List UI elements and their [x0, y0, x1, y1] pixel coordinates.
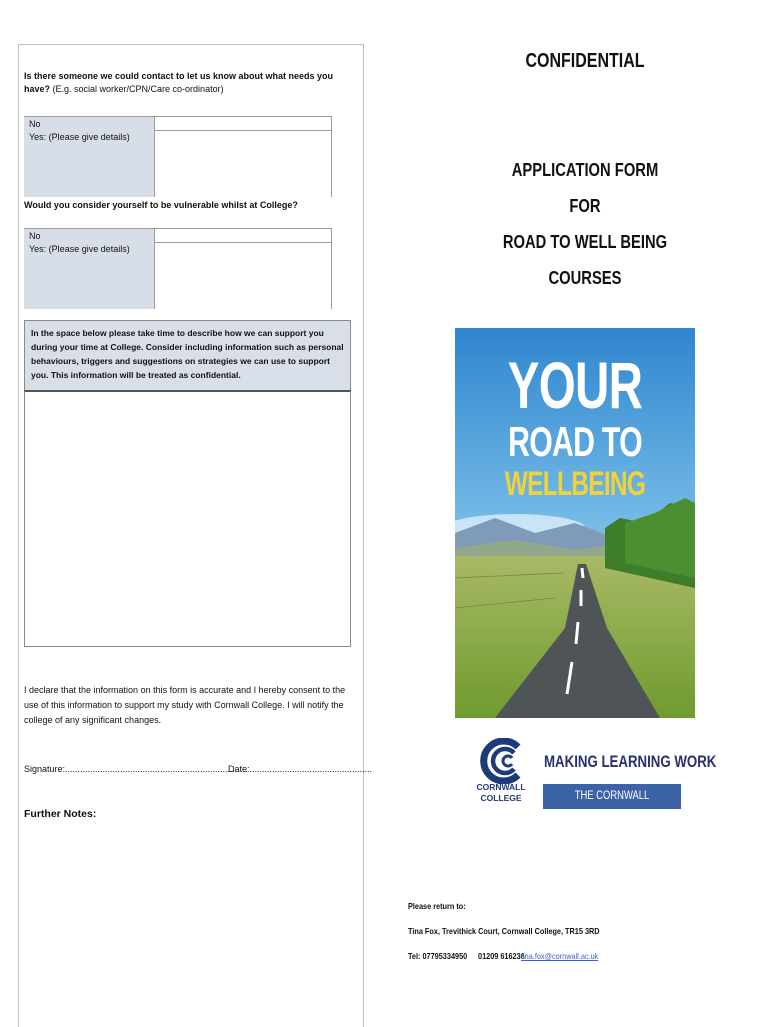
- declaration-text: I declare that the information on this form is accurate and I hereby consent to the use of this information to support my study with Cornwall College. I will notify the college of any significant changes.: [24, 685, 346, 725]
- divider: [331, 117, 332, 197]
- return-heading: Please return to:: [408, 901, 466, 911]
- poster-line-wellbeing: WELLBEING: [504, 465, 646, 503]
- poster-line-your: YOUR: [507, 348, 643, 422]
- return-email-link[interactable]: [521, 951, 598, 961]
- support-details-textarea[interactable]: [24, 390, 351, 647]
- divider: [331, 229, 332, 309]
- question-vulnerable: Would you consider yourself to be vulnerable whilst at College?: [24, 200, 298, 210]
- vulnerable-options-label-cell: [24, 229, 154, 309]
- confidential-heading: CONFIDENTIAL: [525, 50, 645, 72]
- cornwall-college-logo-text: [470, 782, 532, 804]
- title-line-1: APPLICATION FORM: [511, 160, 659, 180]
- support-instructions-text: In the space below please take time to describe how we can support you during your time at College. Consider including information such as personal behaviours, triggers and suggestions on strategies we can use to support you. This information will be treated as confidential.: [31, 328, 344, 380]
- title-line-4: COURSES: [548, 268, 622, 288]
- signature-field[interactable]: Signature:.........................................................................: [24, 764, 248, 774]
- return-phone-alt: 01209 616236: [478, 951, 525, 961]
- college-group-banner: [543, 784, 681, 827]
- cornwall-college-logo-icon: [478, 738, 524, 784]
- option-yes[interactable]: Yes: (Please give details): [29, 132, 130, 142]
- return-address: Tina Fox, Trevithick Court, Cornwall College, TR15 3RD: [408, 926, 600, 936]
- support-instructions-box: [24, 320, 351, 392]
- road-to-wellbeing-poster: [455, 328, 695, 718]
- logo-name-line1: CORNWALL: [476, 782, 526, 792]
- divider: [154, 117, 155, 197]
- contact-options-box: [24, 116, 332, 197]
- further-notes-heading: Further Notes:: [24, 808, 97, 820]
- college-group-text: THE CORNWALL COLLEGE GROUP: [571, 790, 653, 827]
- divider: [154, 130, 332, 131]
- vulnerable-options-box: [24, 228, 332, 309]
- divider: [154, 229, 155, 309]
- option-yes[interactable]: Yes: (Please give details): [29, 244, 130, 254]
- question-contact-rest: (E.g. social worker/CPN/Care co-ordinator): [50, 84, 224, 94]
- return-telephone: Tel: 07795334950: [408, 951, 468, 961]
- option-no[interactable]: No: [29, 119, 41, 129]
- making-learning-work-tagline: MAKING LEARNING WORK: [544, 752, 717, 771]
- date-field[interactable]: Date:.................................................: [228, 764, 373, 774]
- divider: [154, 242, 332, 243]
- title-line-2: FOR: [569, 196, 601, 216]
- poster-line-road-to: ROAD TO: [508, 418, 642, 465]
- question-contact-bold: Is there someone we could contact to let us know about what needs you have?: [24, 71, 334, 94]
- email-address[interactable]: tina.fox@cornwall.ac.uk: [521, 951, 599, 961]
- title-line-3: ROAD TO WELL BEING: [502, 232, 668, 252]
- contact-options-label-cell: [24, 117, 154, 197]
- option-no[interactable]: No: [29, 231, 41, 241]
- question-contact: [24, 70, 344, 96]
- logo-name-line2: COLLEGE: [480, 793, 522, 803]
